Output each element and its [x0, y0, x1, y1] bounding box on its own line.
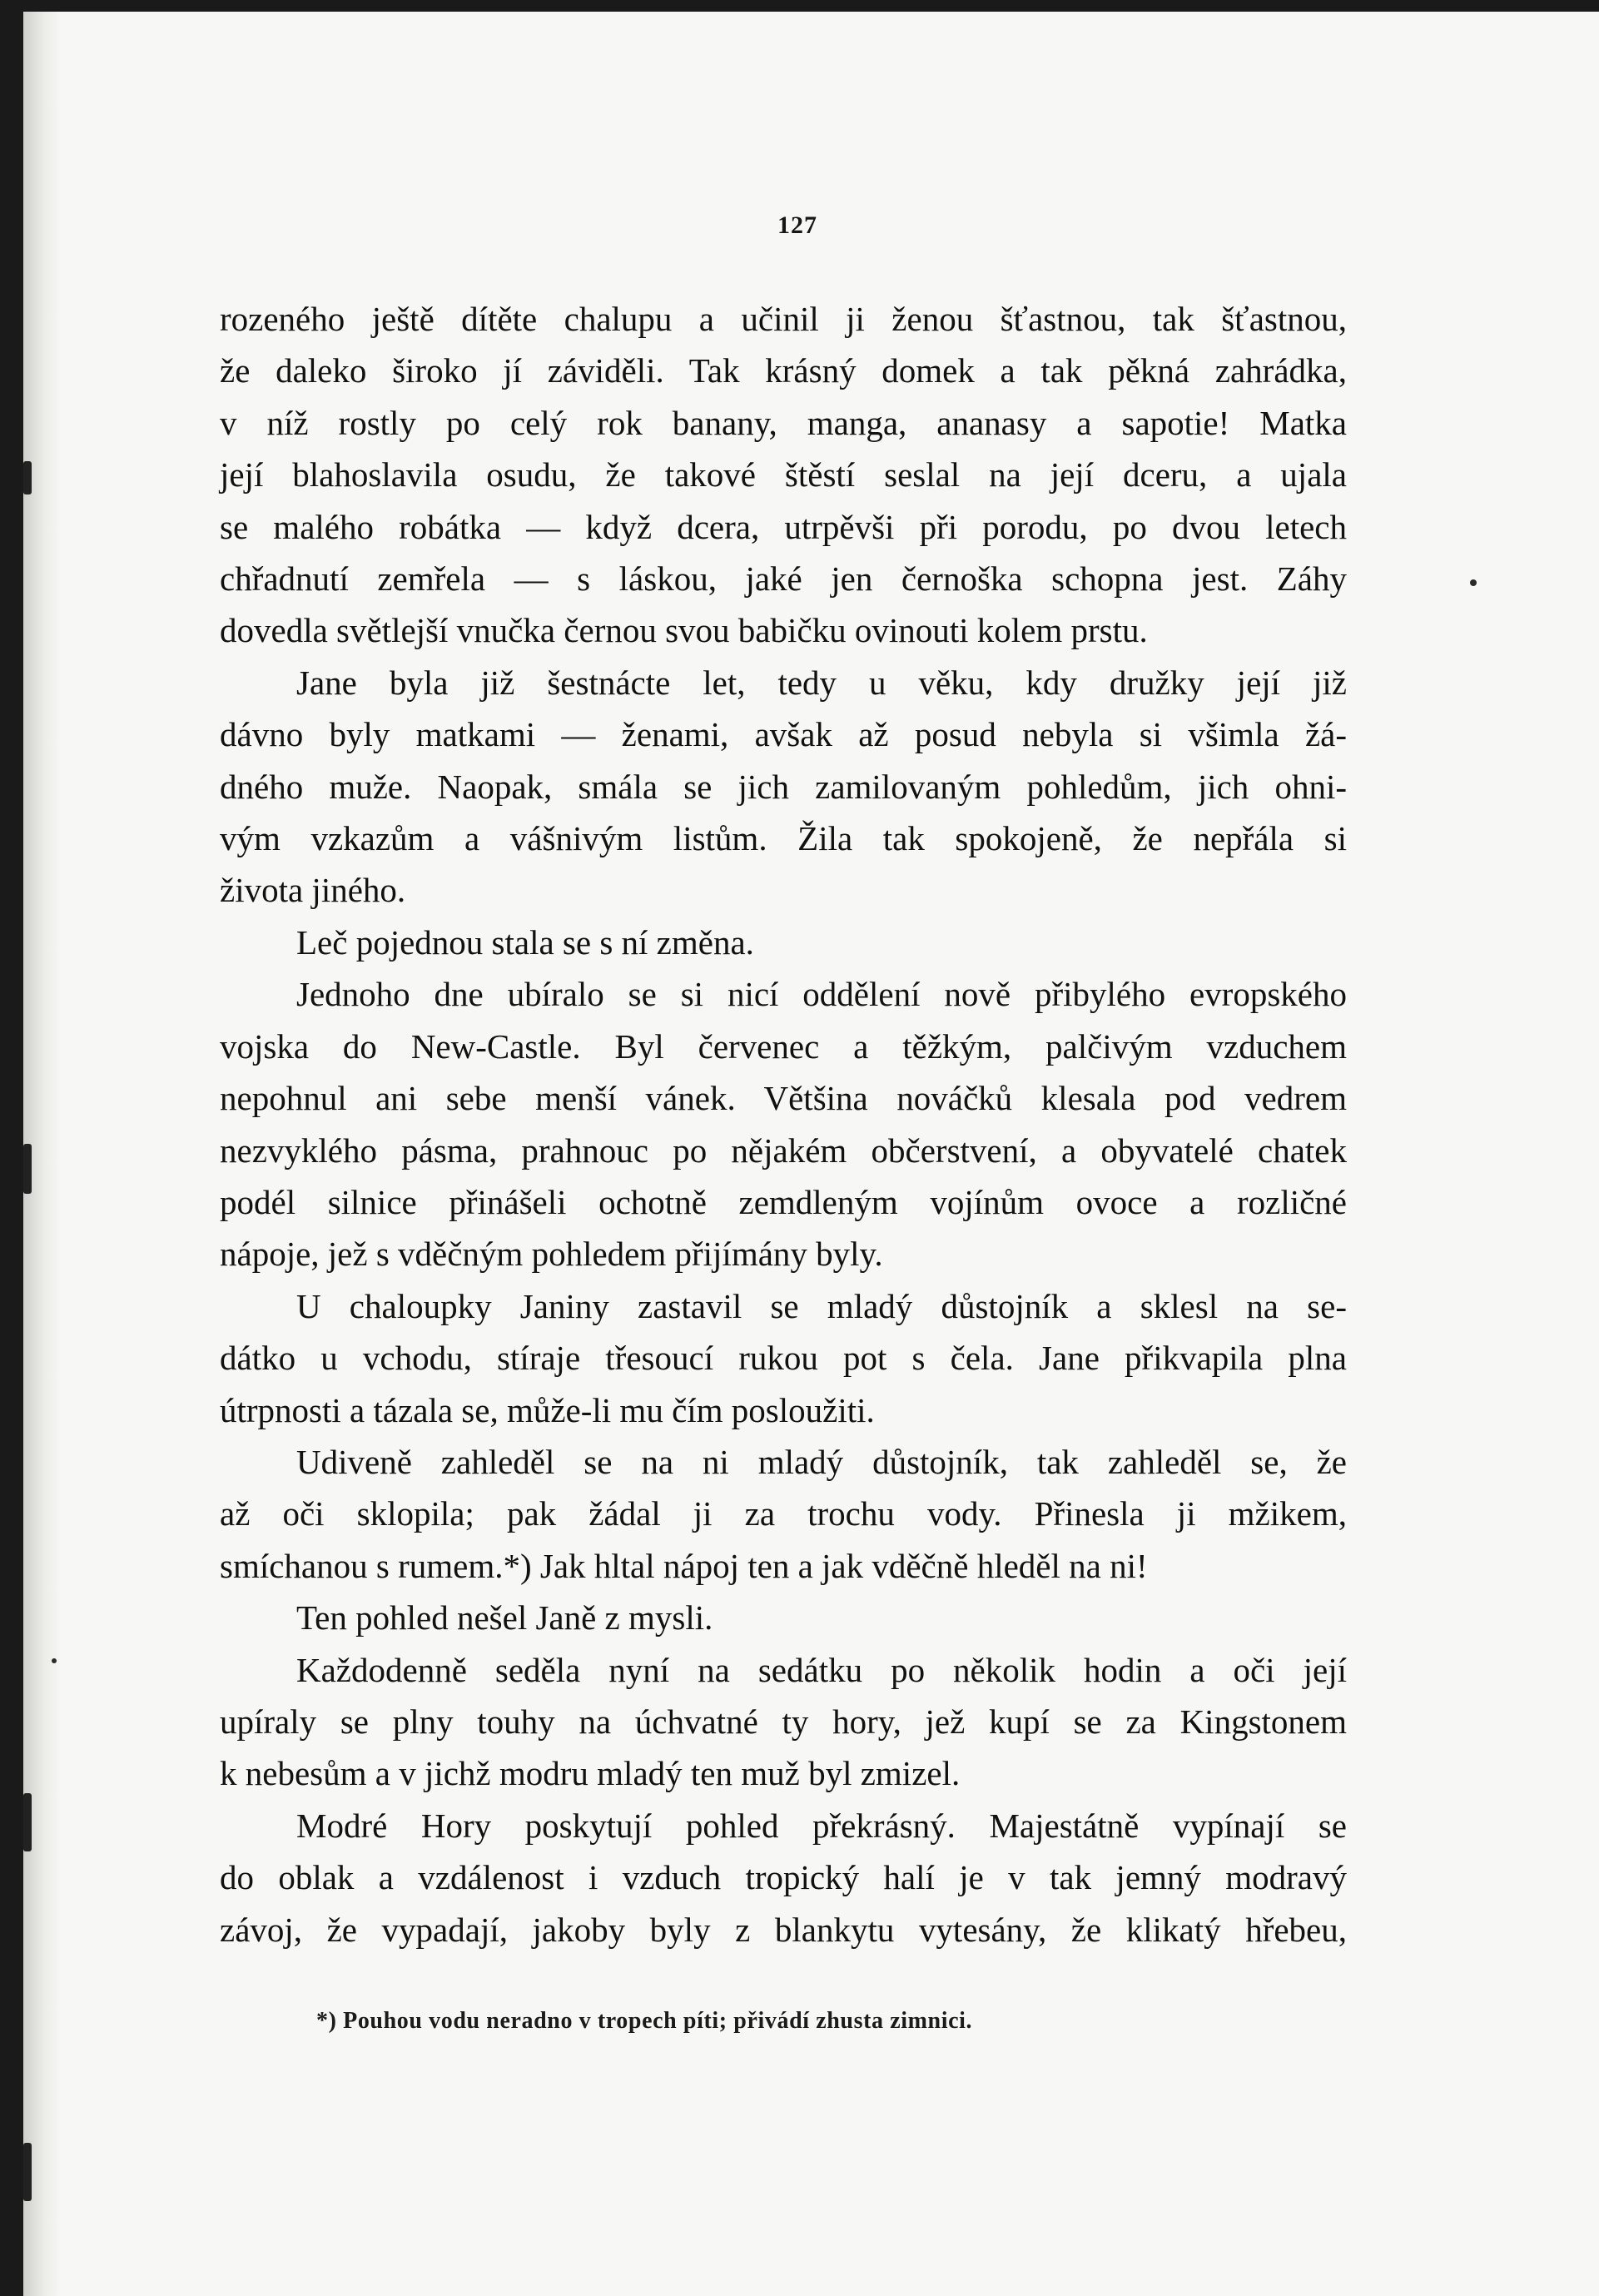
footnote: *) Pouhou vodu neradno v tropech píti; přivádí zhusta zimnici.	[316, 2008, 973, 2034]
text-line: Jednoho dne ubíralo se si nicí oddělení nově přibylého evropského	[296, 975, 1347, 1014]
text-line: dného muže. Naopak, smála se jich zamilovaným pohledům, jich ohni-	[220, 767, 1347, 806]
text-line: Každodenně seděla nyní na sedátku po několik hodin a oči její	[296, 1650, 1347, 1689]
text-line: vým vzkazům a vášnivým listům. Žila tak spokojeně, že nepřála si	[220, 819, 1347, 858]
text-line: chřadnutí zemřela — s láskou, jaké jen černoška schopna jest. Záhy	[220, 559, 1347, 599]
text-line: Jane byla již šestnácte let, tedy u věku, kdy družky její již	[296, 663, 1347, 702]
text-line: útrpnosti a tázala se, může-li mu čím posloužiti.	[220, 1390, 875, 1429]
text-line: do oblak a vzdálenost i vzduch tropický halí je v tak jemný modravý	[220, 1858, 1347, 1897]
ink-speck	[1470, 579, 1477, 586]
text-line: k nebesům a v jichž modru mladý ten muž byl zmizel.	[220, 1754, 961, 1793]
text-line: závoj, že vypadají, jakoby byly z blankytu vytesány, že klikatý hřebeu,	[220, 1910, 1347, 1949]
text-line: až oči sklopila; pak žádal ji za trochu vody. Přinesla ji mžikem,	[220, 1494, 1347, 1533]
text-line: upíraly se plny touhy na úchvatné ty hory, jež kupí se za Kingstonem	[220, 1702, 1347, 1741]
text-line: že daleko široko jí záviděli. Tak krásný domek a tak pěkná zahrádka,	[220, 351, 1347, 390]
text-line: v níž rostly po celý rok banany, manga, ananasy a sapotie! Matka	[220, 403, 1347, 442]
ink-speck	[52, 1658, 57, 1663]
text-line: její blahoslavila osudu, že takové štěstí seslal na její dceru, a ujala	[220, 455, 1347, 494]
text-line: nezvyklého pásma, prahnouc po nějakém občerstvení, a obyvatelé chatek	[220, 1131, 1347, 1170]
text-line: nepohnul ani sebe menší vánek. Většina nováčků klesala pod vedrem	[220, 1079, 1347, 1118]
text-line: Modré Hory poskytují pohled překrásný. Majestátně vypínají se	[296, 1806, 1347, 1845]
text-line: života jiného.	[220, 871, 406, 910]
text-line: Leč pojednou stala se s ní změna.	[296, 922, 754, 962]
text-line: podél silnice přinášeli ochotně zemdleným vojínům ovoce a rozličné	[220, 1182, 1347, 1221]
body-text	[220, 293, 1347, 1956]
margin-mark	[23, 2143, 32, 2201]
margin-mark	[23, 461, 32, 494]
text-line: dátko u vchodu, stíraje třesoucí rukou pot s čela. Jane přikvapila plna	[220, 1339, 1347, 1378]
text-line: rozeného ještě dítěte chalupu a učinil ji ženou šťastnou, tak šťastnou,	[220, 300, 1347, 338]
book-page	[23, 12, 1599, 2296]
text-line: Udiveně zahleděl se na ni mladý důstojník, tak zahleděl se, že	[296, 1442, 1347, 1481]
text-line: dávno byly matkami — ženami, avšak až posud nebyla si všimla žá-	[220, 715, 1347, 754]
text-line: se malého robátka — když dcera, utrpěvši při porodu, po dvou letech	[220, 507, 1347, 546]
page-number: 127	[777, 211, 817, 239]
margin-mark	[23, 1144, 32, 1194]
text-line: Ten pohled nešel Janě z mysli.	[296, 1598, 713, 1638]
text-line: smíchanou s rumem.*) Jak hltal nápoj ten a jak vděčně hleděl na ni!	[220, 1546, 1148, 1585]
text-line: U chaloupky Janiny zastavil se mladý důstojník a sklesl na se-	[296, 1286, 1347, 1325]
text-line: nápoje, jež s vděčným pohledem přijímány byly.	[220, 1235, 883, 1274]
text-line: vojska do New-Castle. Byl červenec a těžkým, palčivým vzduchem	[220, 1026, 1347, 1066]
margin-mark	[23, 1793, 32, 1851]
text-line: dovedla světlejší vnučka černou svou babičku ovinouti kolem prstu.	[220, 611, 1148, 650]
